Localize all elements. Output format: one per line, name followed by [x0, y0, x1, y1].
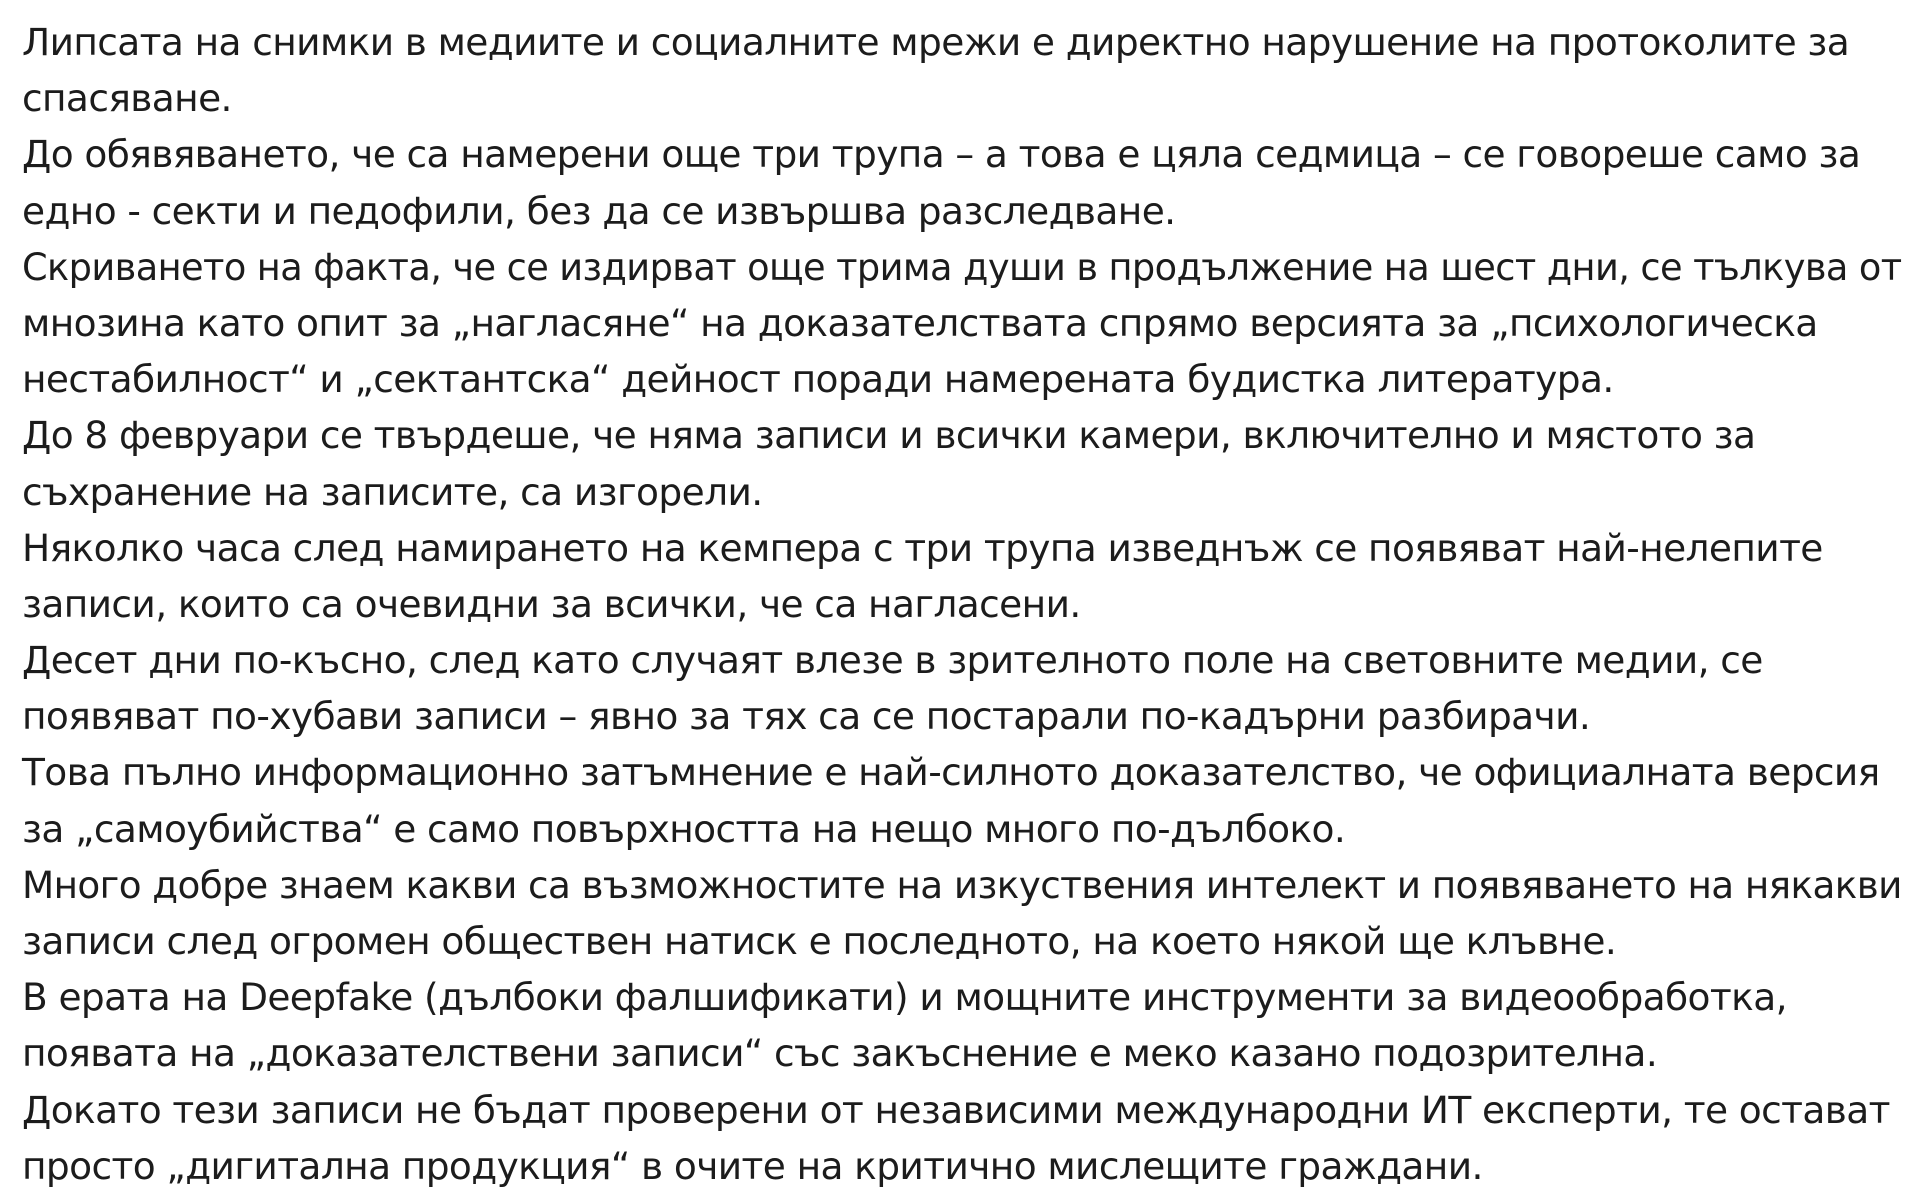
paragraph — [22, 857, 1902, 969]
paragraph — [22, 520, 1902, 632]
text-line: Няколко часа след намирането на кемпера с три трупа изведнъж се появяват най-нелепите — [22, 525, 1823, 570]
text-line: записи след огромен обществен натиск е последното, на което някой ще клъвне. — [22, 919, 1617, 963]
paragraph — [22, 632, 1902, 744]
text-line: До 8 февруари се твърдеше, че няма записи и всички камери, включително и мястото за — [22, 413, 1756, 458]
text-line: спасяване. — [22, 76, 232, 121]
paragraph — [22, 14, 1902, 126]
text-line: появяват по-хубави записи – явно за тях са се постарали по-кадърни разбирачи. — [22, 694, 1591, 739]
text-line: Десет дни по-късно, след като случаят влезе в зрителното поле на световните медии, се — [22, 638, 1763, 683]
text-line: Скриването на факта, че се издирват още трима души в продължение на шест дни, се тълкува от — [22, 244, 1902, 289]
text-line: просто „дигитална продукция“ в очите на критично мислещите граждани. — [22, 1143, 1483, 1188]
post-body — [22, 14, 1902, 1194]
paragraph — [22, 1082, 1902, 1194]
text-line: В ерата на Deepfake (дълбоки фалшификати) и мощните инструменти за видеообработка, — [22, 975, 1787, 1020]
text-line: До обявяването, че са намерени още три трупа – а това е цяла седмица – се говореше само за — [22, 132, 1861, 177]
paragraph — [22, 126, 1902, 238]
text-line: съхранение на записите, са изгорели. — [22, 469, 763, 514]
text-line: мнозина като опит за „нагласяне“ на доказателствата спрямо версията за „психологическа — [22, 300, 1818, 345]
text-line: Много добре знаем какви са възможностите на изкуствения интелект и появяването на някакви — [22, 862, 1902, 907]
paragraph — [22, 407, 1902, 519]
paragraph — [22, 744, 1902, 856]
text-line: Докато тези записи не бъдат проверени от независими международни ИТ експерти, те остават — [22, 1087, 1890, 1132]
paragraph — [22, 239, 1902, 408]
text-line: едно - секти и педофили, без да се извършва разследване. — [22, 188, 1176, 233]
text-line: за „самоубийства“ е само повърхността на нещо много по-дълбоко. — [22, 806, 1346, 851]
text-line: появата на „доказателствени записи“ със закъснение е меко казано подозрителна. — [22, 1031, 1658, 1076]
text-line: Това пълно информационно затъмнение е най-силното доказателство, че официалната версия — [22, 750, 1880, 795]
paragraph — [22, 969, 1902, 1081]
text-line: Липсата на снимки в медиите и социалните мрежи е директно нарушение на протоколите за — [22, 20, 1850, 64]
text-line: нестабилност“ и „сектантска“ дейност поради намерената будистка литература. — [22, 357, 1614, 402]
text-line: записи, които са очевидни за всички, че са нагласени. — [22, 581, 1081, 626]
